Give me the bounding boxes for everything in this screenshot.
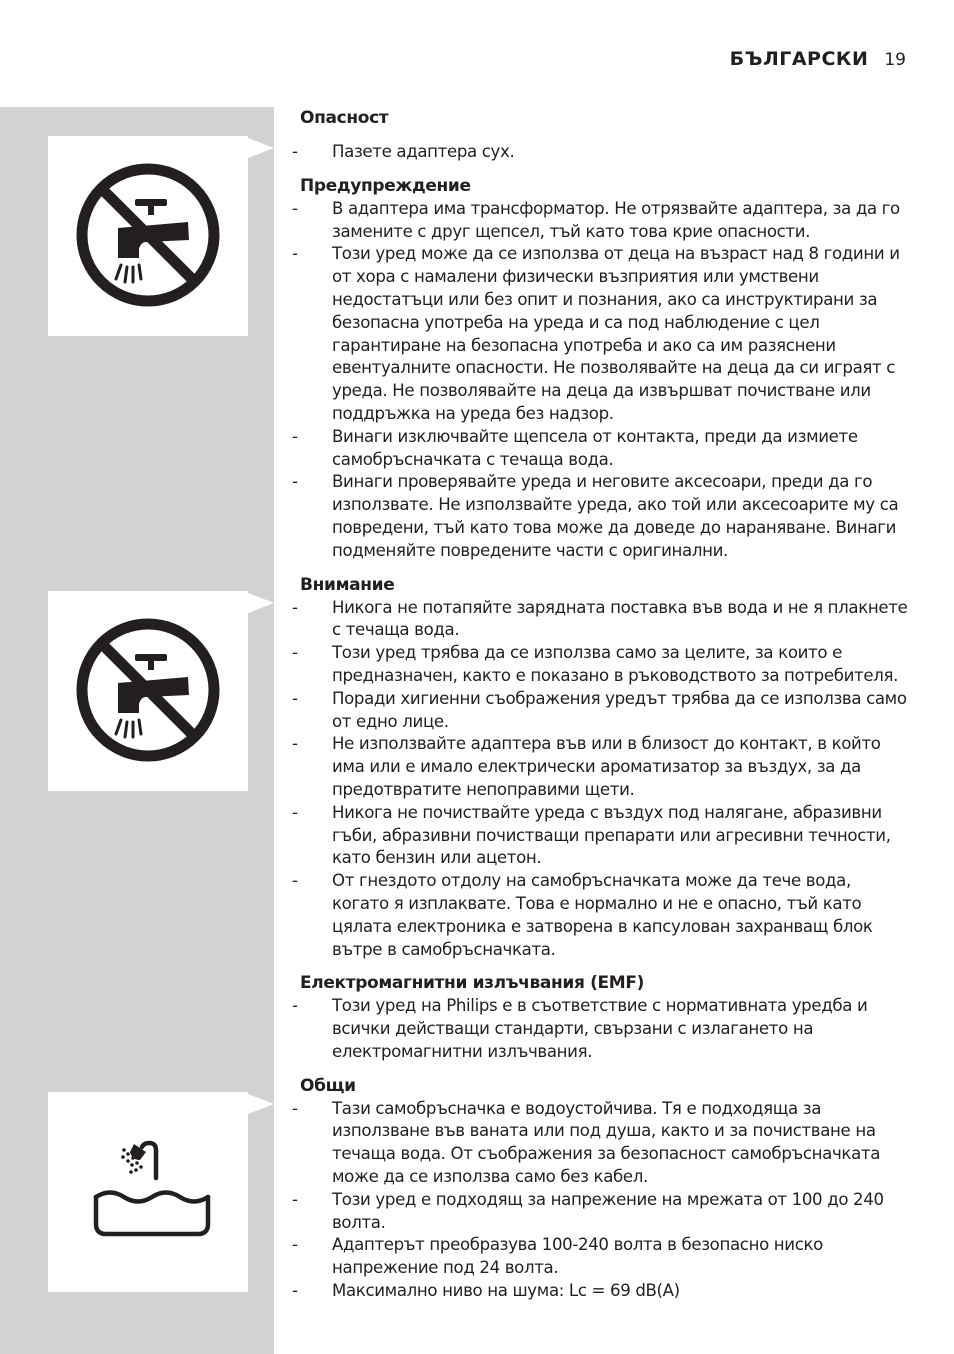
bullet-dash: - <box>292 244 298 264</box>
list-item <box>292 802 910 870</box>
bullet-dash: - <box>292 996 298 1016</box>
list-item <box>292 141 910 164</box>
list-item-text: Поради хигиенни съображения уредът трябва да се използва само от едно лице. <box>332 688 907 731</box>
section-heading: Внимание <box>300 574 395 595</box>
illustration-pointer <box>248 593 274 613</box>
list-item <box>292 243 910 425</box>
section-caution <box>292 573 910 962</box>
bullet-dash: - <box>292 643 298 663</box>
shower-bath-illustration <box>48 1092 248 1292</box>
bullet-dash: - <box>292 688 298 708</box>
list-item <box>292 995 910 1063</box>
list-item-text: Този уред трябва да се използва само за целите, за които е предназначен, както е показано в ръководството за потребителя. <box>332 643 899 685</box>
bullet-list <box>292 141 910 164</box>
illustration-pointer <box>248 1094 274 1114</box>
list-item <box>292 198 910 244</box>
section-general <box>292 1074 910 1303</box>
bullet-list <box>292 597 910 962</box>
bullet-dash: - <box>292 472 298 492</box>
section-heading: Опасност <box>300 108 389 128</box>
list-item <box>292 1234 910 1280</box>
section-warning <box>292 174 910 563</box>
list-item <box>292 1280 910 1303</box>
list-item-text: Адаптерът преобразува 100-240 волта в безопасно ниско напрежение под 24 волта. <box>332 1235 823 1278</box>
no-water-tap-icon <box>48 591 248 791</box>
no-water-tap-icon <box>48 136 248 336</box>
no-water-illustration <box>48 136 248 336</box>
bullet-dash: - <box>292 734 298 754</box>
list-item-text: Максимално ниво на шума: Lc = 69 dB(A) <box>332 1281 680 1301</box>
list-item <box>292 688 910 734</box>
list-item <box>292 426 910 472</box>
list-item-text: Този уред на Philips е в съответствие с нормативната уредба и всички действащи стандарти, свързани с излагането на електромагнитни излъчвания. <box>332 996 868 1061</box>
bullet-dash: - <box>292 142 298 161</box>
bullet-dash: - <box>292 1281 298 1301</box>
section-heading: Общи <box>300 1075 356 1096</box>
section-danger <box>292 106 910 164</box>
section-heading: Предупреждение <box>300 175 471 196</box>
list-item <box>292 1098 910 1189</box>
list-item-text: Винаги изключвайте щепсела от контакта, преди да измиете самобръсначката с течаща вода. <box>332 426 858 469</box>
list-item-text: Този уред е подходящ за напрежение на мрежата от 100 до 240 волта. <box>332 1189 884 1232</box>
list-item <box>292 471 910 562</box>
list-item-text: Пазете адаптера сух. <box>332 142 515 161</box>
page-header <box>730 48 906 74</box>
section-heading: Електромагнитни излъчвания (EMF) <box>300 973 645 994</box>
bullet-dash: - <box>292 802 298 822</box>
bullet-list <box>292 1098 910 1303</box>
list-item <box>292 1189 910 1235</box>
list-item-text: Не използвайте адаптера във или в близост до контакт, в който има или е имало електрически ароматизатор за въздух, за да предотвратите непоправими щети. <box>332 734 881 799</box>
illustration-pointer <box>248 138 274 158</box>
bullet-dash: - <box>292 871 298 891</box>
shower-bath-icon <box>48 1092 248 1292</box>
bullet-list <box>292 995 910 1063</box>
list-item-text: В адаптера има трансформатор. Не отрязвайте адаптера, за да го замените с друг щепсел, тъй като това крие опасности. <box>332 198 900 241</box>
list-item-text: От гнездото отдолу на самобръсначката може да тече вода, когато я изплаквате. Това е нормално и не е опасно, тъй като цялата електроника е затворена в капсулован захранващ блок вътре в самобръсначката. <box>332 871 873 959</box>
list-item <box>292 642 910 688</box>
bullet-dash: - <box>292 198 298 218</box>
list-item-text: Никога не потапяйте зарядната поставка във вода и не я плакнете с течаща вода. <box>332 597 908 640</box>
bullet-dash: - <box>292 426 298 446</box>
bullet-dash: - <box>292 597 298 617</box>
no-water-illustration <box>48 591 248 791</box>
main-content <box>292 106 910 1303</box>
bullet-list <box>292 198 910 563</box>
page-number: 19 <box>884 50 906 70</box>
bullet-dash: - <box>292 1235 298 1255</box>
list-item-text: Тази самобръсначка е водоустойчива. Тя е подходяща за използване във ваната или под душа, както и за почистване на течаща вода. От съображения за безопасност самобръсначката може да се използва само без кабел. <box>332 1098 881 1187</box>
bullet-dash: - <box>292 1098 298 1118</box>
section-emf <box>292 971 910 1063</box>
list-item-text: Този уред може да се използва от деца на възраст над 8 години и от хора с намалени физически възприятия или умствени недостатъци или без опит и познания, ако са инструктирани за безопасна употреба на уреда и са под наблюдение с цел гарантиране на безопасна употреба и ако са им разяснени евентуалните опасности. Не позволявайте на деца да си играят с уреда. Не позволявайте на деца да извършват почистване или поддръжка на уреда без надзор. <box>332 244 900 423</box>
list-item-text: Никога не почиствайте уреда с въздух под налягане, абразивни гъби, абразивни почистващи препарати или агресивни течности, като бензин или ацетон. <box>332 802 891 868</box>
list-item-text: Винаги проверявайте уреда и неговите аксесоари, преди да го използвате. Не използвайте уреда, ако той или аксесоарите му са повредени, тъй като това може да доведе до нараняване. Винаги подменяйте повредените части с оригинални. <box>332 472 899 560</box>
list-item <box>292 597 910 643</box>
bullet-dash: - <box>292 1189 298 1209</box>
list-item <box>292 870 910 961</box>
language-title: БЪЛГАРСКИ <box>729 48 869 70</box>
list-item <box>292 733 910 801</box>
